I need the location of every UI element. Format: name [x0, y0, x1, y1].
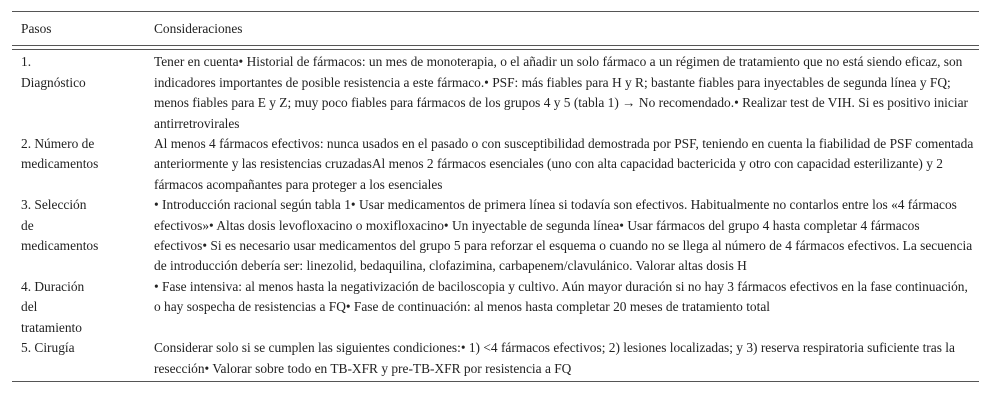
- table-row: [12, 50, 979, 134]
- consideration-cell: • Introducción racional según tabla 1• Usar medicamentos de primera línea si todavía son efectivos. Habitualmente no contarlos entre los «4 fármacos efectivos»• Altas dosis levofloxacino o moxifloxacino• Un inyectable de segunda línea• Usar fármacos del grupo 4 hasta completar 4 fármacos efectivos• Si es necesario usar medicamentos del grupo 5 para reforzar el esquema o cuando no se llega al número de 4 fármacos efectivos. La secuencia de introducción debería ser: linezolid, bedaquilina, clofazimina, carbapenem/clavulánico. Valorar altas dosis H: [154, 197, 973, 274]
- step-cell: [12, 277, 145, 338]
- step-label-line: 1.: [21, 54, 32, 70]
- step-cell: [12, 338, 145, 381]
- considerations-table-container: [12, 11, 979, 382]
- header-consideraciones: Consideraciones: [145, 12, 979, 46]
- step-label-line: tratamiento: [21, 319, 82, 335]
- step-cell: [12, 50, 145, 134]
- step-label-line: medicamentos: [21, 238, 99, 254]
- step-label-line: del: [21, 299, 38, 315]
- step-label-line: 5. Cirugía: [21, 340, 75, 356]
- step-label-line: de: [21, 217, 34, 233]
- table-row: [12, 277, 979, 338]
- table-header: [12, 12, 979, 50]
- step-label-line: 3. Selección: [21, 197, 87, 213]
- step-label-line: 2. Número de: [21, 136, 95, 152]
- consideration-cell: Considerar solo si se cumplen las siguientes condiciones:• 1) <4 fármacos efectivos; 2) lesiones localizadas; y 3) reserva respiratoria suficiente tras la resección• Valorar sobre todo en TB-XFR y pre-TB-XFR por resistencia a FQ: [145, 338, 979, 381]
- step-cell: [12, 195, 145, 277]
- consideration-cell: Tener en cuenta• Historial de fármacos: un mes de monoterapia, o el añadir un solo fármaco a un régimen de tratamiento que no está siendo eficaz, son indicadores importantes de posible resistencia a este fármaco.• PSF: más fiables para H y R; bastante fiables para inyectables de segunda línea y FQ; menos fiables para E y Z; muy poco fiables para fármacos de los grupos 4 y 5 (tabla 1) → No recomendado.• Realizar test de VIH. Si es positivo iniciar antirretrovirales: [154, 54, 968, 131]
- consideration-cell: Al menos 4 fármacos efectivos: nunca usados en el pasado o con susceptibilidad demostrada por PSF, teniendo en cuenta la fiabilidad de PSF comentada anteriormente y las resistencias cruzadasAl menos 2 fármacos esenciales (uno con alta capacidad bactericida y otro con capacidad esterilizante) y 2 fármacos acompañantes para proteger a los esenciales: [154, 136, 974, 192]
- table-row: [12, 338, 979, 381]
- table-row: [12, 195, 979, 277]
- table-row: [12, 134, 979, 195]
- header-pasos: Pasos: [12, 12, 145, 46]
- step-label-line: Diagnóstico: [21, 74, 86, 90]
- considerations-table: [12, 11, 979, 382]
- header-row: [12, 12, 979, 46]
- consideration-cell: • Fase intensiva: al menos hasta la negativización de baciloscopia y cultivo. Aún mayor duración si no hay 3 fármacos efectivos en la fase continuación, o hay sospecha de resistencias a FQ• Fase de continuación: al menos hasta completar 20 meses de tratamiento total: [154, 278, 968, 315]
- step-label-line: 4. Duración: [21, 278, 85, 294]
- step-cell: [12, 134, 145, 195]
- step-label-line: medicamentos: [21, 156, 99, 172]
- table-body: [12, 50, 979, 382]
